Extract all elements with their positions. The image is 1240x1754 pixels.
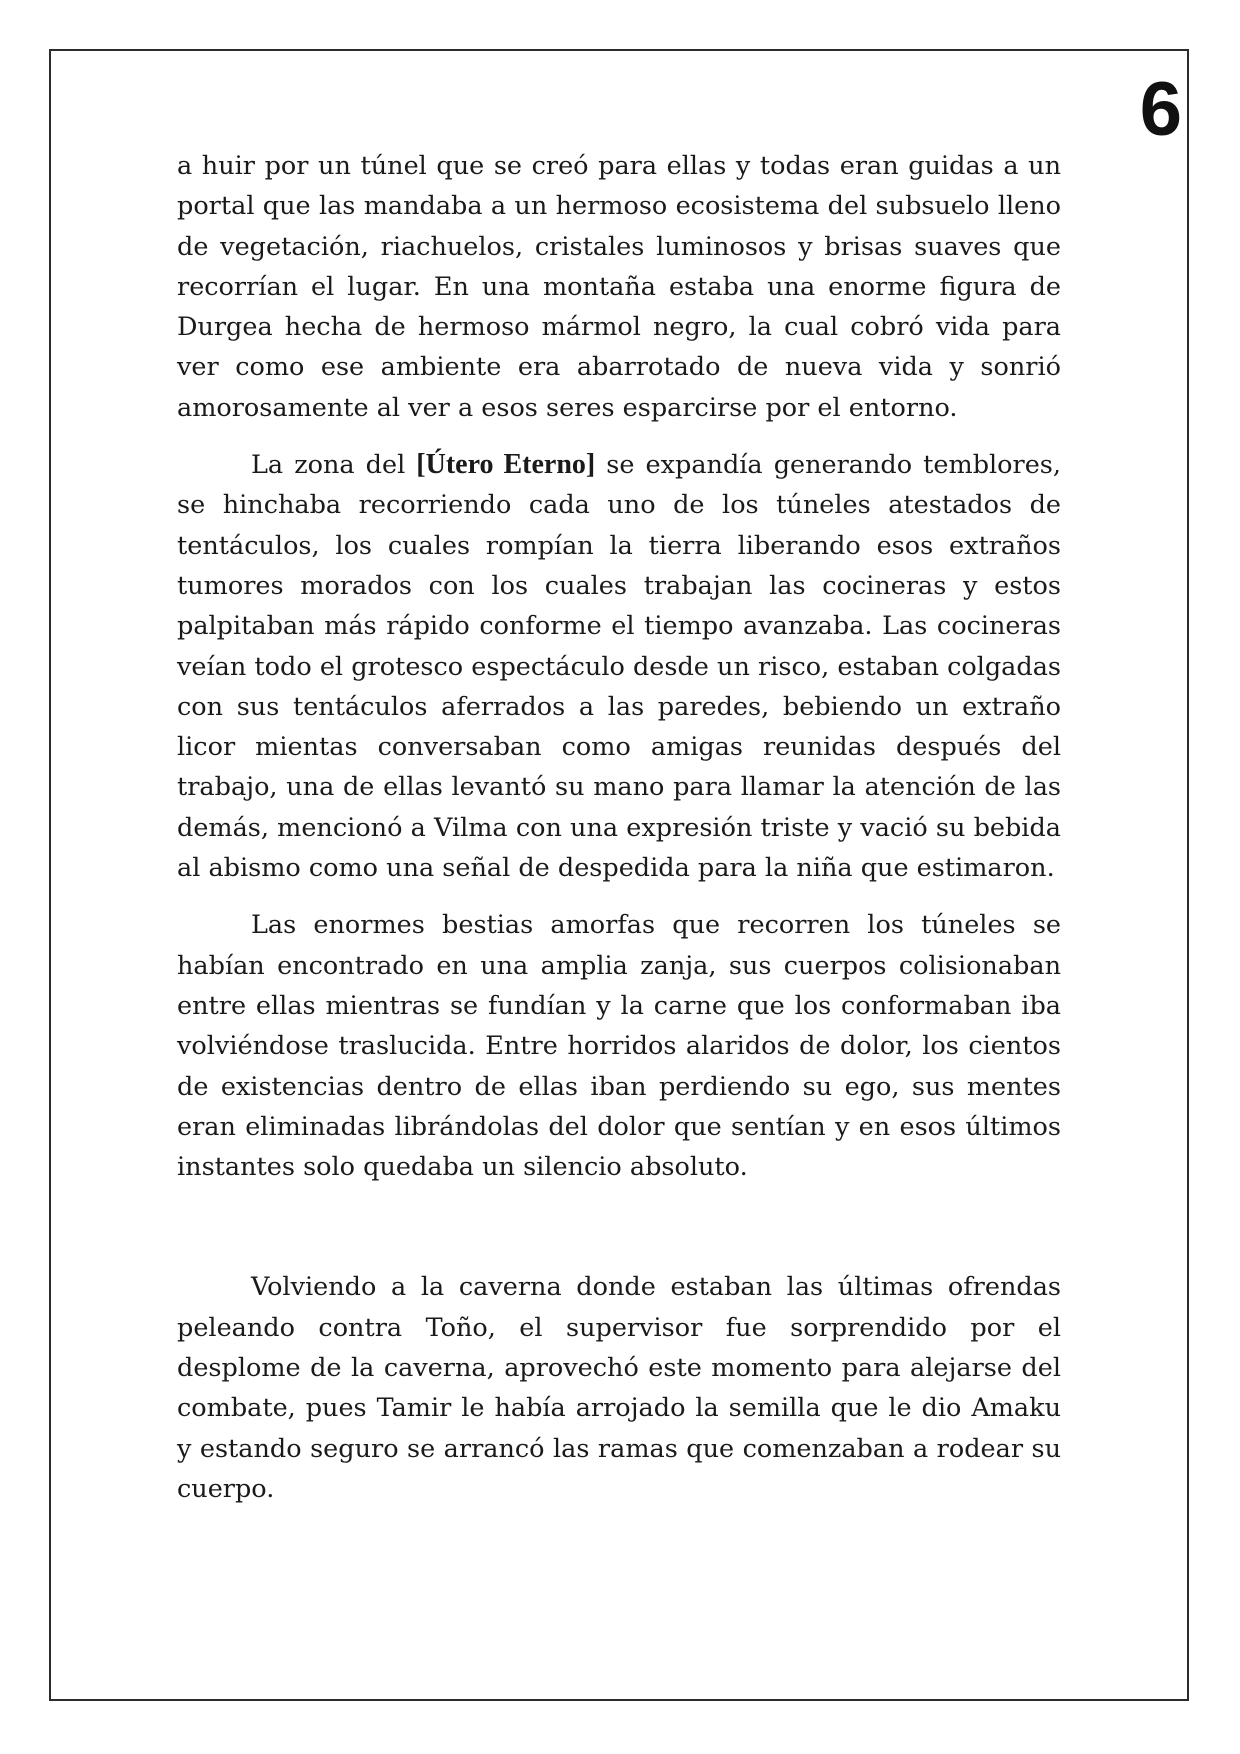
paragraph-4: Volviendo a la caverna donde estaban las últimas ofrendas peleando contra Toño, el supervisor fue sorprendido por el desplome de la caverna, aprovechó este momento para alejarse del combate, pues Tamir le había arrojado la semilla que le dio Amaku y estando seguro se arrancó las ramas que comenzaban a rodear su cuerpo. <box>177 1272 1061 1504</box>
page-number: 6 <box>1139 67 1182 152</box>
paragraph-3: Las enormes bestias amorfas que recorren los túneles se habían encontrado en una amplia zanja, sus cuerpos colisionaban entre ellas mientras se fundían y la carne que los conformaban iba volviéndose traslucida. Entre horridos alaridos de dolor, los cientos de existencias dentro de ellas iban perdiendo su ego, sus mentes eran eliminadas librándolas del dolor que sentían y en esos últimos instantes solo quedaba un silencio absoluto. <box>177 910 1061 1183</box>
paragraph-2 <box>177 445 1061 888</box>
paragraph-2-lead: La zona del <box>251 450 417 481</box>
highlighted-term: [Útero Eterno] <box>416 449 596 481</box>
paragraph-2-rest: se expandía generando temblores, se hinchaba recorriendo cada uno de los túneles atestados de tentáculos, los cuales rompían la tierra liberando esos extraños tumores morados con los cuales trabajan las cocineras y estos palpitaban más rápido conforme el tiempo avanzaba. Las cocineras veían todo el grotesco espectáculo desde un risco, estaban colgadas con sus tentáculos aferrados a las paredes, bebiendo un extraño licor mientas conversaban como amigas reunidas después del trabajo, una de ellas levantó su mano para llamar la atención de las demás, mencionó a Vilma con una expresión triste y vació su bebida al abismo como una señal de despedida para la niña que estimaron. <box>177 450 1061 884</box>
paragraph-1: a huir por un túnel que se creó para ellas y todas eran guidas a un portal que las mandaba a un hermoso ecosistema del subsuelo lleno de vegetación, riachuelos, cristales luminosos y brisas suaves que recorrían el lugar. En una montaña estaba una enorme figura de Durgea hecha de hermoso mármol negro, la cual cobró vida para ver como ese ambiente era abarrotado de nueva vida y sonrió amorosamente al ver a esos seres esparcirse por el entorno. <box>177 151 1061 423</box>
body-text <box>177 146 1061 1526</box>
